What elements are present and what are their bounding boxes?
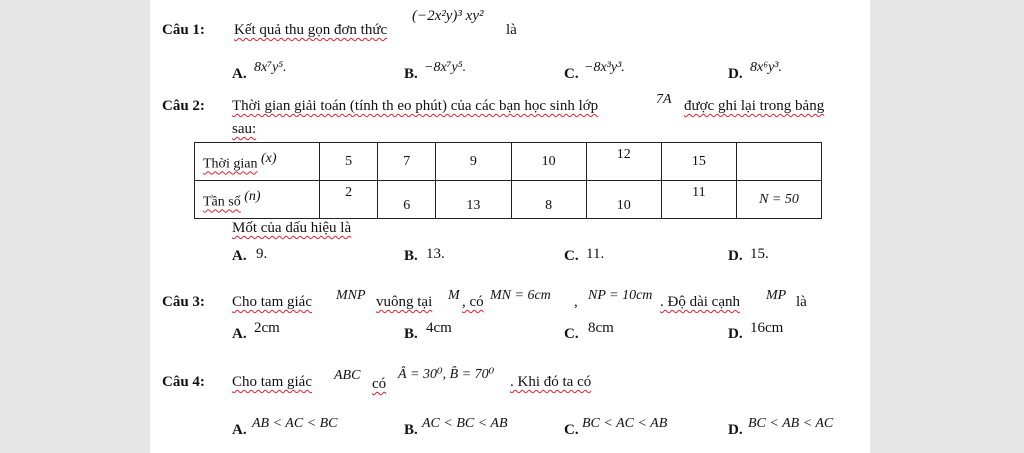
table-header-time: Thời gian (x)	[195, 143, 320, 181]
table-header-frequency: Tần số (n)	[195, 181, 320, 219]
table-cell: 9	[436, 143, 511, 181]
table-cell: 5	[320, 143, 378, 181]
q4-text-3: . Khi đó ta có	[510, 374, 592, 390]
q2-text-line1: Thời gian giải toán (tính th eo phút) của các bạn học sinh lớp	[232, 98, 599, 114]
q1-option-d-letter[interactable]: D.	[728, 66, 743, 82]
q1-option-a-letter[interactable]: A.	[232, 66, 247, 82]
q4-option-d-letter[interactable]: D.	[728, 422, 743, 438]
table-cell: 10	[511, 143, 586, 181]
q1-text: Kết quả thu gọn đơn thức	[234, 22, 388, 38]
q3-option-d-value[interactable]: 16cm	[750, 320, 784, 336]
table-cell: 2	[320, 181, 378, 219]
q2-option-c-letter[interactable]: C.	[564, 248, 579, 264]
q2-prompt: Mốt của dấu hiệu là	[232, 220, 352, 236]
q4-option-d-value[interactable]: BC < AB < AC	[748, 416, 834, 431]
table-cell: 7	[378, 143, 436, 181]
q1-label: Câu 1:	[162, 22, 205, 38]
q2-class-name: 7A	[656, 92, 672, 107]
q4-option-b-value[interactable]: AC < BC < AB	[422, 416, 508, 431]
q3-option-b-letter[interactable]: B.	[404, 326, 418, 342]
q2-text-line2: sau:	[232, 121, 257, 137]
q1-option-a-value[interactable]: 8x⁷y⁵.	[254, 60, 287, 75]
q2-text-line1-end: được ghi lại trong bảng	[684, 98, 825, 114]
q3-option-d-letter[interactable]: D.	[728, 326, 743, 342]
q2-option-a-letter[interactable]: A.	[232, 248, 247, 264]
q3-option-a-letter[interactable]: A.	[232, 326, 247, 342]
q4-triangle: ABC	[334, 368, 361, 383]
q1-option-c-letter[interactable]: C.	[564, 66, 579, 82]
q3-side: MP	[766, 288, 787, 303]
q4-text-2: có	[372, 376, 387, 392]
frequency-table	[194, 142, 822, 219]
table-cell: 11	[661, 181, 736, 219]
q1-suffix: là	[506, 22, 517, 38]
q3-text-4: . Độ dài cạnh	[660, 294, 740, 310]
q1-option-d-value[interactable]: 8x⁶y³.	[750, 60, 782, 75]
q1-option-b-letter[interactable]: B.	[404, 66, 418, 82]
q3-triangle: MNP	[336, 288, 366, 303]
q3-text-5: là	[796, 294, 807, 310]
q3-text-1: Cho tam giác	[232, 294, 312, 310]
table-cell: 6	[378, 181, 436, 219]
q1-option-b-value[interactable]: −8x⁷y⁵.	[424, 60, 467, 75]
q3-np: NP = 10cm	[588, 288, 653, 303]
q4-option-b-letter[interactable]: B.	[404, 422, 418, 438]
document-page	[150, 0, 870, 453]
q4-option-c-letter[interactable]: C.	[564, 422, 579, 438]
q3-text-2: vuông tại	[376, 294, 433, 310]
table-cell: 15	[661, 143, 736, 181]
q2-option-b-value[interactable]: 13.	[426, 246, 445, 262]
q4-option-c-value[interactable]: BC < AC < AB	[582, 416, 668, 431]
q1-expression: (−2x²y)³ xy²	[412, 8, 484, 24]
table-cell: 10	[586, 181, 661, 219]
table-row-frequency	[195, 181, 822, 219]
q2-label: Câu 2:	[162, 98, 205, 114]
q3-comma: ,	[574, 294, 578, 310]
q3-option-c-value[interactable]: 8cm	[588, 320, 614, 336]
q4-option-a-value[interactable]: AB < AC < BC	[252, 416, 338, 431]
q3-option-b-value[interactable]: 4cm	[426, 320, 452, 336]
table-cell-total: N = 50	[737, 181, 822, 219]
q3-vertex: M	[448, 288, 460, 303]
q4-text-1: Cho tam giác	[232, 374, 312, 390]
q3-option-a-value[interactable]: 2cm	[254, 320, 280, 336]
table-cell	[737, 143, 822, 181]
q3-text-3: , có	[462, 294, 484, 310]
q3-mn: MN = 6cm	[490, 288, 551, 303]
q1-option-c-value[interactable]: −8x³y³.	[584, 60, 625, 75]
q2-option-d-value[interactable]: 15.	[750, 246, 769, 262]
q2-option-d-letter[interactable]: D.	[728, 248, 743, 264]
table-row-time	[195, 143, 822, 181]
q2-option-a-value[interactable]: 9.	[256, 246, 268, 262]
q3-label: Câu 3:	[162, 294, 205, 310]
q3-option-c-letter[interactable]: C.	[564, 326, 579, 342]
q4-label: Câu 4:	[162, 374, 205, 390]
table-cell: 12	[586, 143, 661, 181]
table-cell: 13	[436, 181, 511, 219]
q2-option-b-letter[interactable]: B.	[404, 248, 418, 264]
q4-option-a-letter[interactable]: A.	[232, 422, 247, 438]
q4-angles: Â = 30⁰, B̂ = 70⁰	[398, 367, 495, 382]
table-cell: 8	[511, 181, 586, 219]
q2-option-c-value[interactable]: 11.	[586, 246, 605, 262]
